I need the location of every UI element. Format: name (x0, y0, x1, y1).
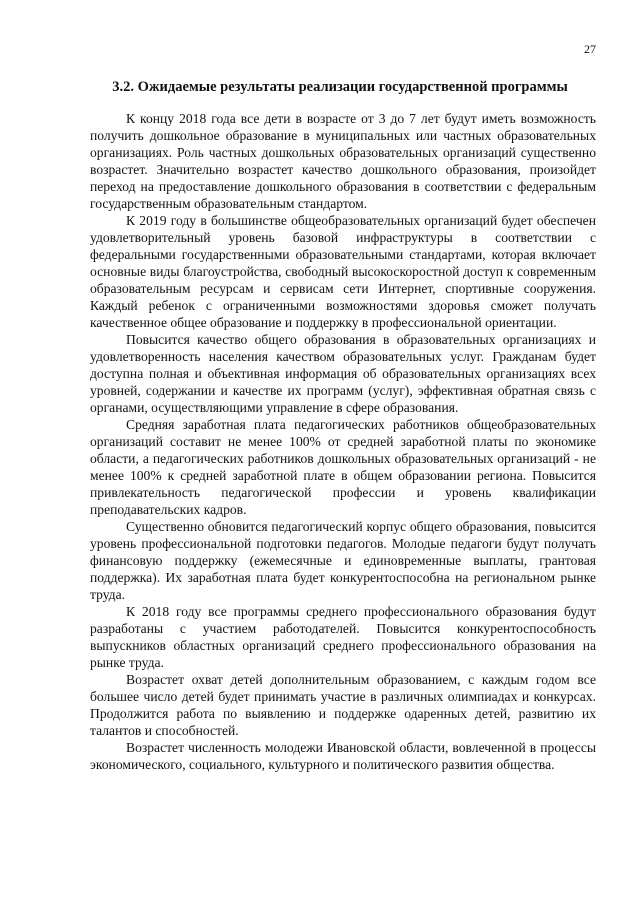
page-number: 27 (584, 42, 596, 56)
paragraph: К 2019 году в большинстве общеобразовательных организаций будет обеспечен удовлетворительный уровень базовой инфраструктуры в соответствии с федеральными государственными образовательными стандартами, которая включает основные виды благоустройства, свободный высокоскоростной доступ к современным образовательным ресурсам и сервисам сети Интернет, спортивные сооружения. Каждый ребенок с ограниченными возможностями здоровья сможет получать качественное общее образование и поддержку в профессиональной ориентации. (90, 213, 596, 330)
paragraph: Возрастет численность молодежи Ивановской области, вовлеченной в процессы экономического, социального, культурного и политического развития общества. (90, 740, 596, 772)
paragraph: Средняя заработная плата педагогических работников общеобразовательных организаций составит не менее 100% от средней заработной платы по экономике области, а педагогических работников дошкольных образовательных организаций - не менее 100% к средней заработной плате в общем образовании региона. Повысится привлекательность педагогической профессии и уровень квалификации преподавательских кадров. (90, 417, 596, 517)
paragraph: Возрастет охват детей дополнительным образованием, с каждым годом все большее число детей будет принимать участие в различных олимпиадах и конкурсах. Продолжится работа по выявлению и поддержке одаренных детей, развитию их талантов и способностей. (90, 672, 596, 738)
section-heading: 3.2. Ожидаемые результаты реализации государственной программы (112, 79, 568, 95)
paragraph: К 2018 году все программы среднего профессионального образования будут разработаны с участием работодателей. Повысится конкурентоспособность выпускников областных организаций среднего профессионального образования на рынке труда. (90, 604, 596, 670)
document-body (90, 110, 596, 773)
paragraph: Существенно обновится педагогический корпус общего образования, повысится уровень профессиональной подготовки педагогов. Молодые педагоги будут получать финансовую поддержку (ежемесячные и единовременные выплаты, грантовая поддержка). Их заработная плата будет конкурентоспособна на региональном рынке труда. (90, 519, 596, 602)
paragraph: Повысится качество общего образования в образовательных организациях и удовлетворенность населения качеством образовательных услуг. Гражданам будет доступна полная и объективная информация об образовательных организациях всех уровней, содержании и качестве их программ (услуг), эффективная обратная связь с органами, осуществляющими управление в сфере образования. (90, 332, 596, 415)
paragraph: К концу 2018 года все дети в возрасте от 3 до 7 лет будут иметь возможность получить дошкольное образование в муниципальных или частных образовательных организациях. Роль частных дошкольных образовательных организаций существенно возрастет. Значительно возрастет качество дошкольного образования, произойдет переход на предоставление дошкольного образования в соответствии с федеральным государственным образовательным стандартом. (90, 111, 596, 211)
